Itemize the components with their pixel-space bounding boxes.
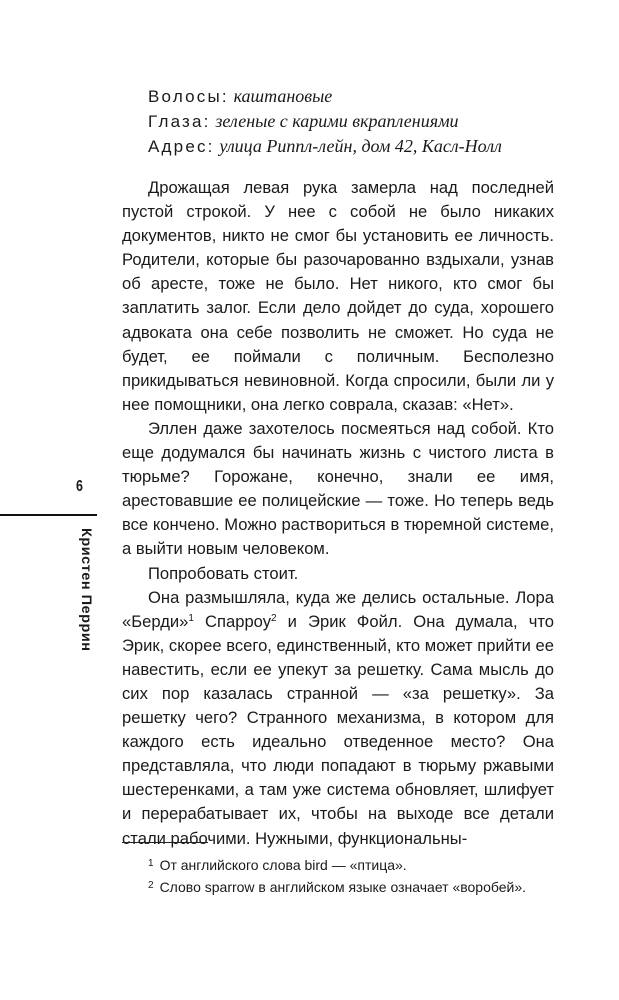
footnote-ref-1: 1 (188, 612, 194, 624)
running-author: Кристен Перрин (78, 528, 94, 652)
footnote-1 (122, 854, 554, 876)
paragraph-1: Дрожащая левая рука замерла над последней пустой строкой. У нее с собой не было никаких документов, никто не смог бы установить ее личность. Родители, которые бы разочарованно вздыхали, узнав об аресте, тоже не было. Нет никого, кто смог бы заплатить залог. Если дело дойдет до суда, хорошего адвоката она себе позволить не сможет. Но суда не будет, ее поймали с поличным. Бесполезно прикидываться невиновной. Когда спросили, были ли у нее помощники, она легко соврала, сказав: «Нет». (122, 178, 554, 414)
footnote-divider (122, 842, 208, 843)
page-number: 6 (76, 478, 83, 495)
hair-value: каштановые (233, 86, 333, 106)
paragraph-4-part-a: Она размышляла, куда же делись остальные. Лора «Берди» (122, 587, 554, 631)
footnote-2-text: Слово sparrow в английском языке означает «воробей». (159, 878, 527, 895)
form-hair-line (148, 84, 588, 109)
eyes-label: Глаза: (148, 112, 211, 131)
footnote-1-number: 1 (148, 858, 154, 869)
paragraph-4 (122, 586, 554, 851)
footnote-2 (122, 876, 554, 898)
paragraph-4-part-b: Спарроу (193, 611, 272, 631)
footnote-ref-2: 2 (271, 612, 277, 624)
eyes-value: зеленые с карими вкраплениями (215, 111, 459, 131)
paragraph-2: Эллен даже захотелось посмеяться над собой. Кто еще додумался бы начинать жизнь с чистого листа в тюрьме? Горожане, конечно, знали ее имя, арестовавшие ее полицейские — тоже. Но теперь ведь все кончено. Можно раствориться в тюремной системе, а выйти новым человеком. (122, 418, 554, 559)
form-block (148, 84, 588, 159)
footnote-2-number: 2 (148, 879, 154, 891)
margin-divider (0, 514, 97, 516)
address-value: улица Риппл-лейн, дом 42, Касл-Нолл (219, 136, 502, 156)
hair-label: Волосы: (148, 87, 229, 106)
paragraph-3: Попробовать стоит. (148, 563, 299, 583)
paragraph-4-part-c: и Эрик Фойл. Она думала, что Эрик, скорее всего, единственный, кто может прийти ее навестить, если ее упекут за решетку. Сама мысль до сих пор казалась странной — «за решетку». За решетку чего? Странного механизма, в котором для каждого есть идеально отведенное место? Она представляла, что люди попадают в тюрьму ржавыми шестеренками, а там уже система обновляет, шлифует и перерабатывает их, чтобы на выходе все детали стали рабочими. Нужными, функциональны- (122, 611, 555, 848)
body-text (122, 176, 554, 851)
footnote-1-text: От английского слова bird — «птица». (159, 857, 407, 873)
address-label: Адрес: (148, 137, 215, 156)
form-eyes-line (148, 109, 588, 134)
footnotes (122, 854, 554, 897)
form-address-line (148, 134, 588, 159)
